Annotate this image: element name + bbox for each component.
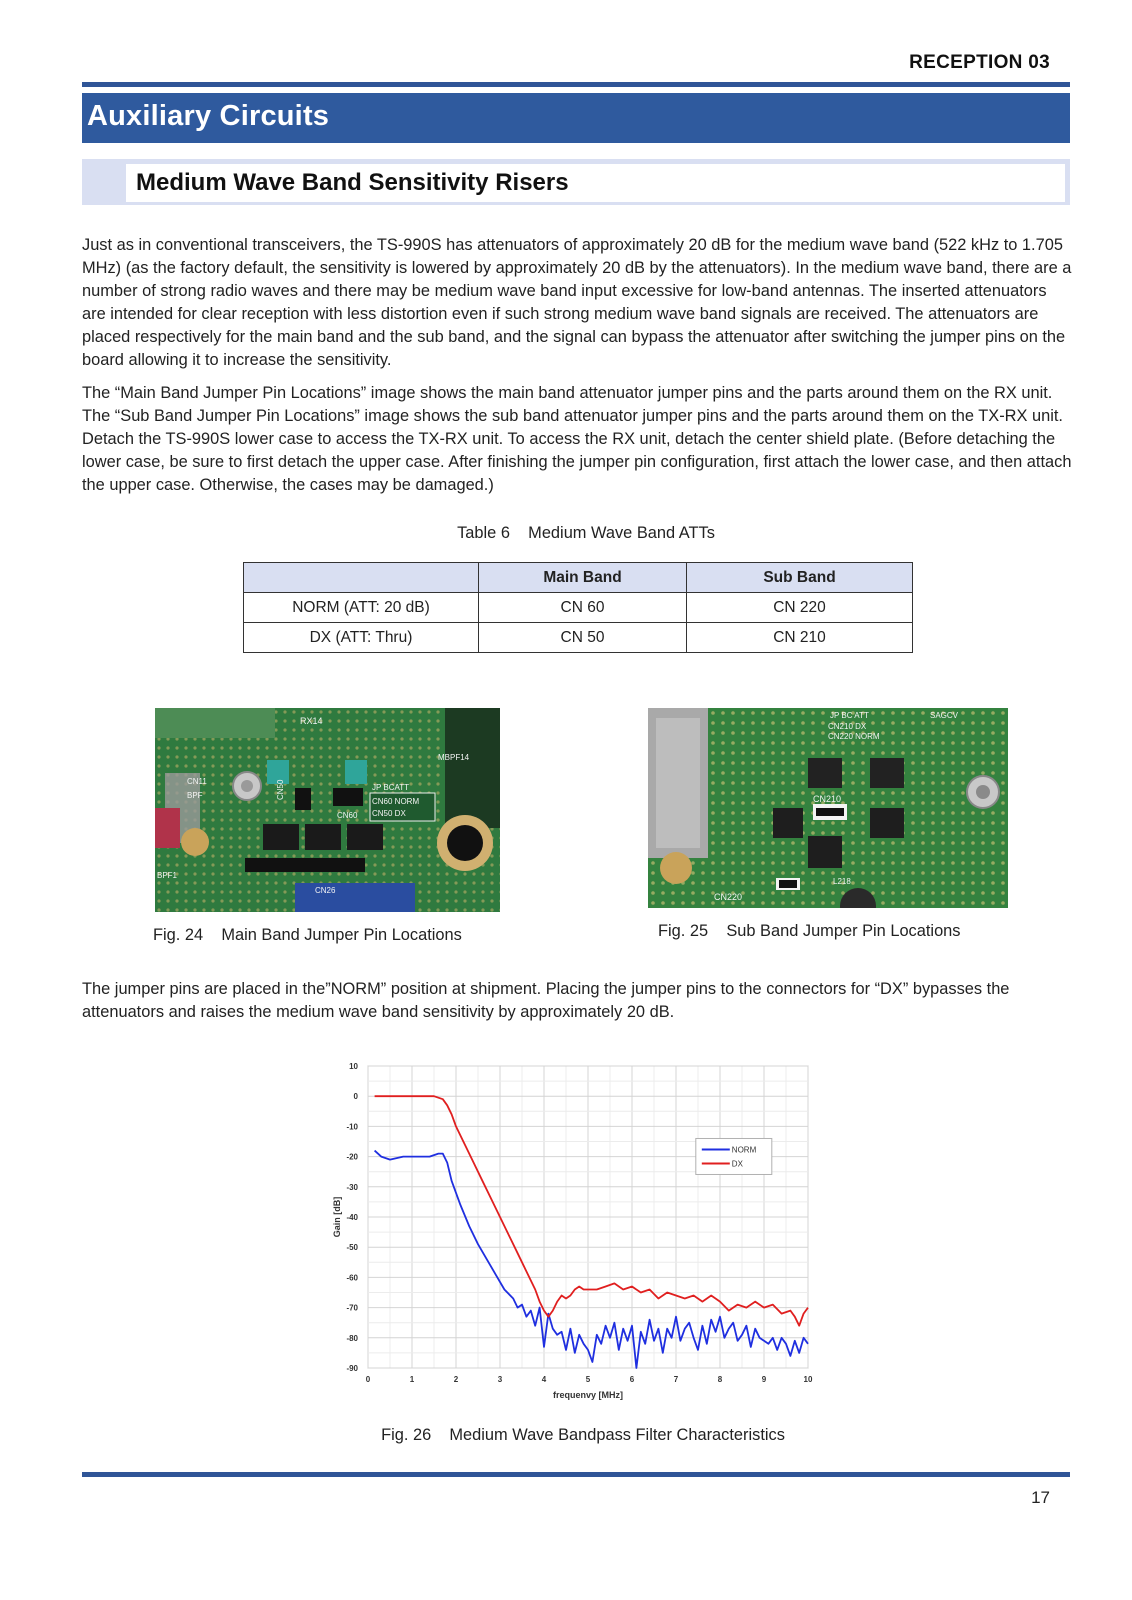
x-tick-label: 2 bbox=[453, 1375, 459, 1384]
y-tick-label: -30 bbox=[346, 1182, 358, 1192]
fig25-caption: Fig. 25 Sub Band Jumper Pin Locations bbox=[658, 922, 961, 940]
subtitle-box bbox=[124, 162, 1067, 204]
sub-band-board-photo bbox=[648, 708, 1008, 908]
att-table bbox=[243, 562, 913, 653]
y-tick-label: -60 bbox=[346, 1273, 358, 1283]
bottom-rule bbox=[82, 1472, 1070, 1477]
x-tick-label: 0 bbox=[365, 1375, 371, 1384]
fig26-caption: Fig. 26 Medium Wave Bandpass Filter Characteristics bbox=[381, 1426, 785, 1444]
label-cn210: CN210 bbox=[813, 794, 842, 804]
chart-legend bbox=[696, 1138, 772, 1174]
y-tick-label: -70 bbox=[346, 1303, 358, 1313]
y-tick-label: -10 bbox=[346, 1122, 358, 1132]
subtitle-bar bbox=[82, 159, 1070, 205]
label-header1: JP BC ATT bbox=[830, 711, 869, 720]
x-tick-label: 9 bbox=[761, 1375, 767, 1384]
label-cn11: CN11 bbox=[187, 777, 207, 786]
y-tick-labels bbox=[346, 1062, 358, 1373]
table-header-row bbox=[244, 563, 913, 593]
y-axis-label: Gain [dB] bbox=[332, 1196, 342, 1238]
y-tick-label: -20 bbox=[346, 1152, 358, 1162]
y-tick-label: 10 bbox=[349, 1062, 358, 1071]
bandpass-chart bbox=[330, 1058, 820, 1418]
x-axis-label: frequenvy [MHz] bbox=[552, 1390, 624, 1400]
page-title: Auxiliary Circuits bbox=[87, 100, 330, 132]
locations-paragraph: The “Main Band Jumper Pin Locations” image shows the main band attenuator jumper pins and the parts around them on the RX unit. The “Sub Band Jumper Pin Locations” image shows the sub band attenuator jumper pins and the parts around them on the TX-RX unit. Detach the TS-990S lower case to access the TX-RX unit. To access the RX unit, detach the center shield plate. (Before detaching the lower case, be sure to first detach the upper case. After finishing the jumper pin configuration, first attach the lower case, and then attach the upper case. Otherwise, the cases may be damaged.) bbox=[82, 384, 1072, 494]
table-cell: CN 50 bbox=[479, 623, 687, 653]
label-mbpf: MBPF14 bbox=[438, 753, 470, 762]
jumper-note-paragraph: The jumper pins are placed in the”NORM” position at shipment. Placing the jumper pins to the connectors for “DX” bypasses the attenuators and raises the medium wave band sensitivity by approximately 20 dB. bbox=[82, 980, 1010, 1021]
legend-label: DX bbox=[731, 1159, 743, 1169]
label-cn50dx: CN50 DX bbox=[372, 809, 406, 818]
label-header3: CN220 NORM bbox=[828, 732, 880, 741]
table-header-cell: Main Band bbox=[479, 563, 687, 593]
x-tick-labels bbox=[366, 1375, 813, 1384]
table-cell: CN 210 bbox=[687, 623, 913, 653]
intro-paragraph: Just as in conventional transceivers, the TS-990S has attenuators of approximately 20 dB for the medium wave band (522 kHz to 1.705 MHz) (as the factory default, the sensitivity is lowered by approximately 20 dB by the attenuators). In the medium wave band, there are a number of strong radio waves and there may be medium wave band input excessive for low-band antennas. The inserted attenuators are intended for clear reception with less distortion even if such strong medium wave band signals are received. The attenuators are placed respectively for the main band and the sub band, and the signal can bypass the attenuator after switching the jumper pins on the board allowing it to increase the sensitivity. bbox=[82, 236, 1072, 369]
bandpass-chart-svg bbox=[330, 1058, 820, 1418]
table-header-cell: Sub Band bbox=[687, 563, 913, 593]
x-tick-label: 5 bbox=[585, 1375, 591, 1384]
label-cn220: CN220 bbox=[714, 892, 743, 902]
y-tick-label: -40 bbox=[346, 1213, 358, 1222]
legend-box bbox=[696, 1138, 772, 1174]
x-tick-label: 4 bbox=[541, 1375, 547, 1384]
x-tick-label: 3 bbox=[497, 1375, 503, 1384]
fig24-caption: Fig. 24 Main Band Jumper Pin Locations bbox=[153, 926, 462, 944]
label-bpf1: BPF1 bbox=[157, 871, 178, 880]
label-sagcv: SAGCV bbox=[930, 711, 959, 720]
page-number: 17 bbox=[1031, 1488, 1050, 1507]
x-tick-label: 10 bbox=[803, 1375, 813, 1384]
top-rule bbox=[82, 82, 1070, 87]
label-l218: L218 bbox=[833, 877, 851, 886]
label-bpf: BPF bbox=[187, 791, 203, 800]
label-jpbcatt: JP BCATT bbox=[372, 783, 410, 792]
x-tick-label: 8 bbox=[717, 1375, 723, 1384]
legend-label: NORM bbox=[731, 1145, 757, 1155]
main-band-board-photo bbox=[155, 708, 500, 912]
y-tick-label: -90 bbox=[346, 1364, 358, 1373]
label-rx14: RX14 bbox=[300, 716, 323, 726]
y-tick-label: 0 bbox=[353, 1092, 358, 1102]
label-cn60norm: CN60 NORM bbox=[372, 797, 420, 806]
y-tick-label: -80 bbox=[346, 1333, 358, 1343]
table-header-cell bbox=[244, 563, 479, 593]
table-cell: CN 60 bbox=[479, 593, 687, 623]
x-tick-label: 1 bbox=[409, 1375, 415, 1384]
title-bar bbox=[82, 93, 1070, 143]
label-cn26: CN26 bbox=[315, 886, 336, 895]
x-tick-label: 7 bbox=[673, 1375, 679, 1384]
table-row bbox=[244, 623, 913, 653]
x-tick-label: 6 bbox=[629, 1375, 635, 1384]
table-cell: NORM (ATT: 20 dB) bbox=[244, 593, 479, 623]
main-band-board-illustration bbox=[155, 708, 500, 912]
table-cell: CN 220 bbox=[687, 593, 913, 623]
y-tick-label: -50 bbox=[346, 1243, 358, 1253]
section-subtitle: Medium Wave Band Sensitivity Risers bbox=[136, 169, 569, 196]
table-caption: Table 6 Medium Wave Band ATTs bbox=[457, 524, 715, 542]
chart-grid bbox=[368, 1066, 808, 1368]
label-cn60: CN60 bbox=[337, 811, 358, 820]
table-cell: DX (ATT: Thru) bbox=[244, 623, 479, 653]
section-tag: RECEPTION 03 bbox=[909, 52, 1050, 73]
label-cn50: CN50 bbox=[276, 779, 285, 800]
sub-band-board-illustration bbox=[648, 708, 1008, 908]
label-header2: CN210 DX bbox=[828, 722, 867, 731]
table-row bbox=[244, 593, 913, 623]
